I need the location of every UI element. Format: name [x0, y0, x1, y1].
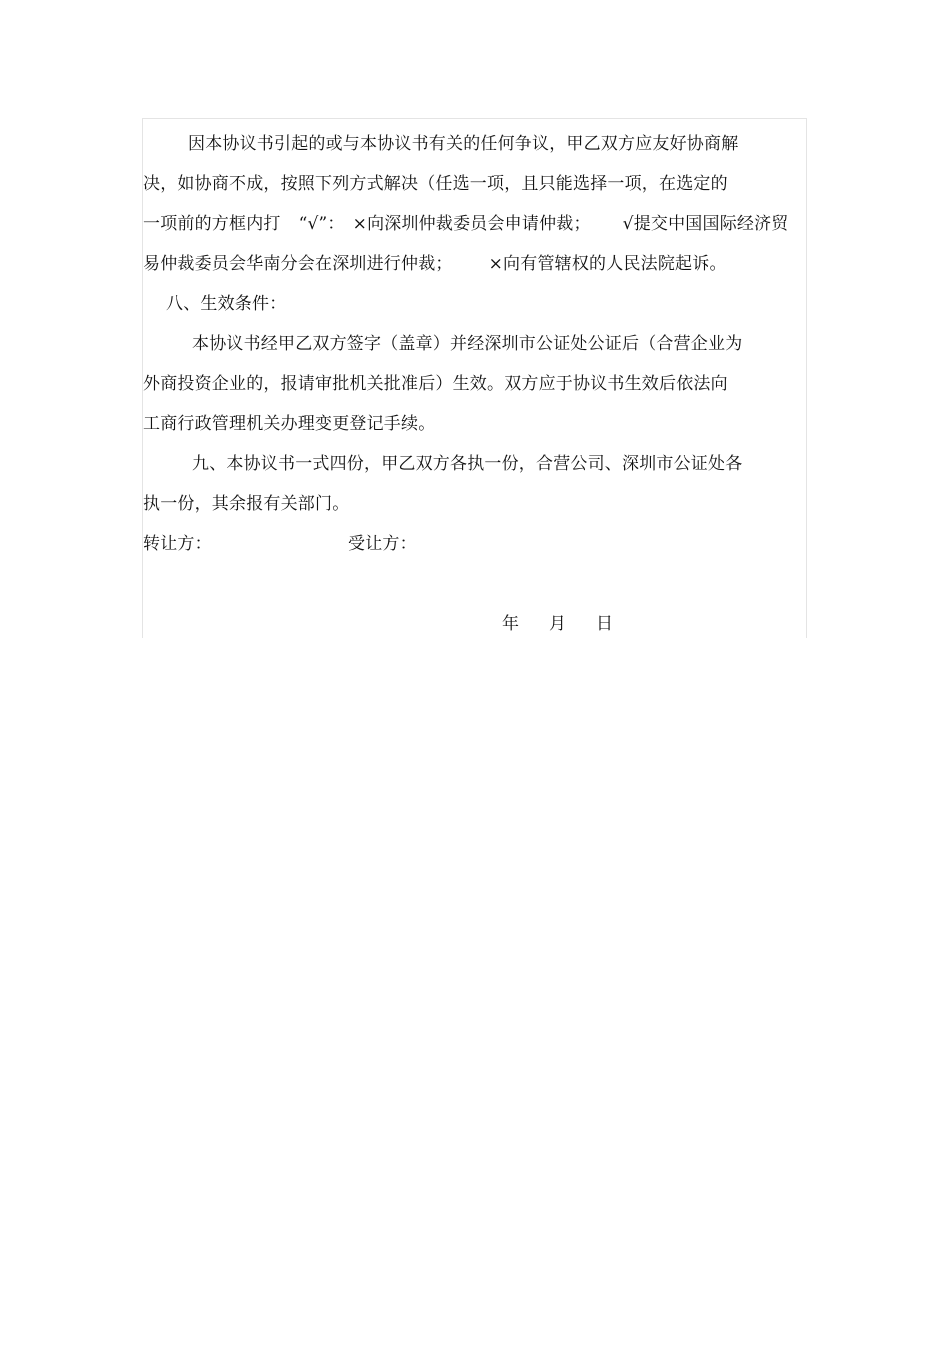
section8-line2: 外商投资企业的，报请审批机关批准后）生效。双方应于协议书生效后依法向 — [143, 374, 728, 394]
transferee-label: 受让方： — [348, 534, 417, 554]
para1-line3 — [143, 212, 789, 236]
para1-line2: 决，如协商不成，按照下列方式解决（任选一项，且只能选择一项，在选定的 — [143, 174, 728, 194]
option-shenzhen-arbitration: ×向深圳仲裁委员会申请仲裁； — [352, 214, 591, 234]
section8-line3: 工商行政管理机关办理变更登记手续。 — [143, 414, 436, 434]
option-cietac-south-cont: 易仲裁委员会华南分会在深圳进行仲裁； — [143, 254, 453, 274]
transferor-label: 转让方： — [143, 534, 212, 554]
para1-line3-prefix: 一项前的方框内打 — [143, 214, 281, 234]
section8-line1: 本协议书经甲乙双方签字（盖章）并经深圳市公证处公证后（合营企业为 — [192, 334, 743, 354]
section9-line1: 九、本协议书一式四份，甲乙双方各执一份，合营公司、深圳市公证处各 — [192, 454, 743, 474]
signature-row — [143, 532, 543, 556]
section9-line2: 执一份，其余报有关部门。 — [143, 494, 350, 514]
checkmark-quote: “√”： — [298, 214, 345, 234]
para1-line4 — [143, 252, 727, 276]
date-year: 年 — [502, 614, 519, 634]
option-cietac-south: √提交中国国际经济贸 — [622, 214, 789, 234]
date-day: 日 — [596, 614, 613, 634]
section8-heading: 八、生效条件： — [166, 294, 287, 314]
para1-line1: 因本协议书引起的或与本协议书有关的任何争议，甲乙双方应友好协商解 — [188, 134, 739, 154]
date-month: 月 — [549, 614, 566, 634]
option-court: ×向有管辖权的人民法院起诉。 — [488, 254, 727, 274]
date-row — [502, 612, 613, 636]
